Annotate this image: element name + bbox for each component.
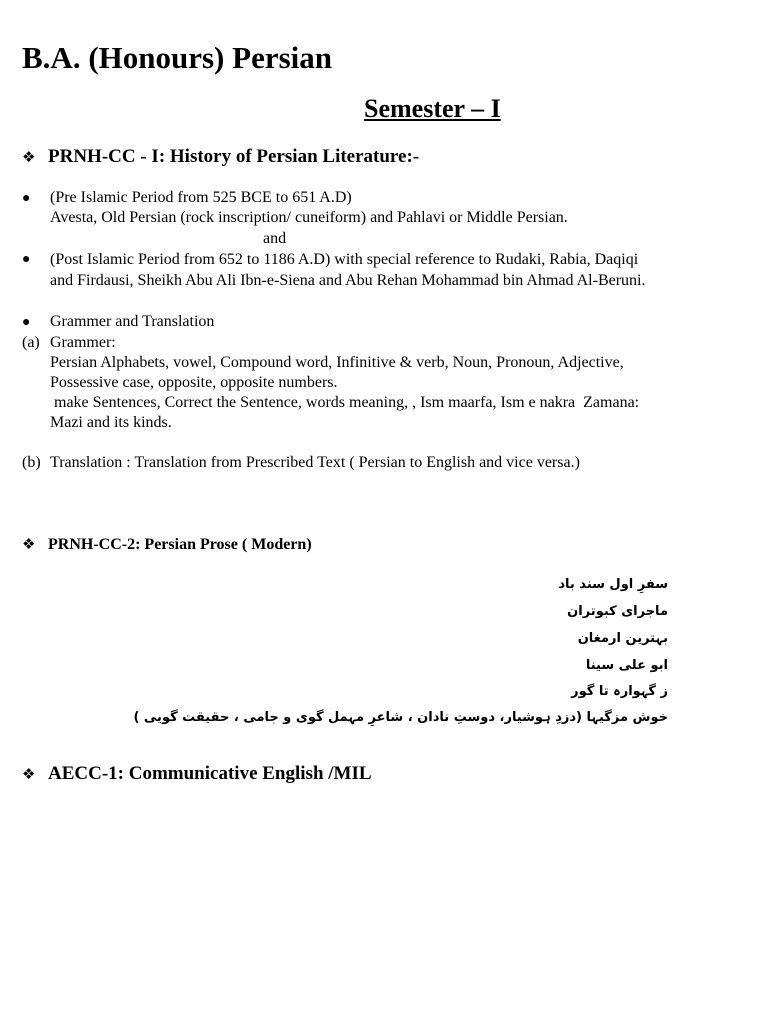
diamond-bullet-icon: ❖ [22,148,36,166]
and-connector: and [263,230,287,247]
bullet-dot-icon: ● [22,252,31,267]
translation-line: Translation : Translation from Prescribed Text ( Persian to English and vice versa.) [50,454,580,471]
grammer-line-4: Mazi and its kinds. [50,414,172,431]
persian-text-line: بہترین ارمغان [577,631,668,646]
pre-islamic-detail: Avesta, Old Persian (rock inscription/ cuneiform) and Pahlavi or Middle Persian. [50,209,568,226]
diamond-bullet-icon: ❖ [22,535,36,553]
persian-text-line: ابو علی سینا [585,658,668,673]
persian-text-line: خوش مزگیہا (دزدِ ہوشیار، دوستِ نادان ، شاعرِ مہمل گوی و جامی ، حقیقت گویی ) [133,710,668,725]
grammer-label: Grammer: [50,334,116,351]
pre-islamic-line: (Pre Islamic Period from 525 BCE to 651 A.D) [50,189,352,206]
section-heading-text: PRNH-CC-2: Persian Prose ( Modern) [48,536,312,553]
post-islamic-detail: and Firdausi, Sheikh Abu Ali Ibn-e-Siena and Abu Rehan Mohammad bin Ahmad Al-Beruni. [50,272,646,289]
document-title: B.A. (Honours) Persian [22,40,332,75]
grammer-translation-item: Grammer and Translation [50,313,215,330]
section-heading-aecc [22,763,372,785]
grammer-line-3: make Sentences, Correct the Sentence, words meaning, , Ism maarfa, Ism e nakra Zamana: [50,394,640,411]
persian-text-line: سفرِ اول سند باد [558,577,668,592]
section-heading-text: PRNH-CC - I: History of Persian Literature:- [48,146,420,167]
grammer-line-2: Possessive case, opposite, opposite numbers. [50,374,338,391]
bullet-dot-icon: ● [22,191,31,206]
item-marker-b: (b) [22,454,41,471]
section-heading-text: AECC-1: Communicative English /MIL [48,763,372,784]
grammer-line-1: Persian Alphabets, vowel, Compound word, Infinitive & verb, Noun, Pronoun, Adjective, [50,354,624,371]
diamond-bullet-icon: ❖ [22,765,36,783]
bullet-dot-icon: ● [22,315,31,330]
persian-text-line: ماجرای کبوتران [567,604,668,619]
item-marker-a: (a) [22,334,40,351]
section-heading-prose [22,535,312,554]
semester-heading: Semester – I [364,94,501,123]
section-heading-history [22,146,419,168]
persian-text-line: ز گہوارہ تا گور [571,684,668,699]
post-islamic-line: (Post Islamic Period from 652 to 1186 A.D) with special reference to Rudaki, Rabia, Daqiqi [50,251,639,268]
